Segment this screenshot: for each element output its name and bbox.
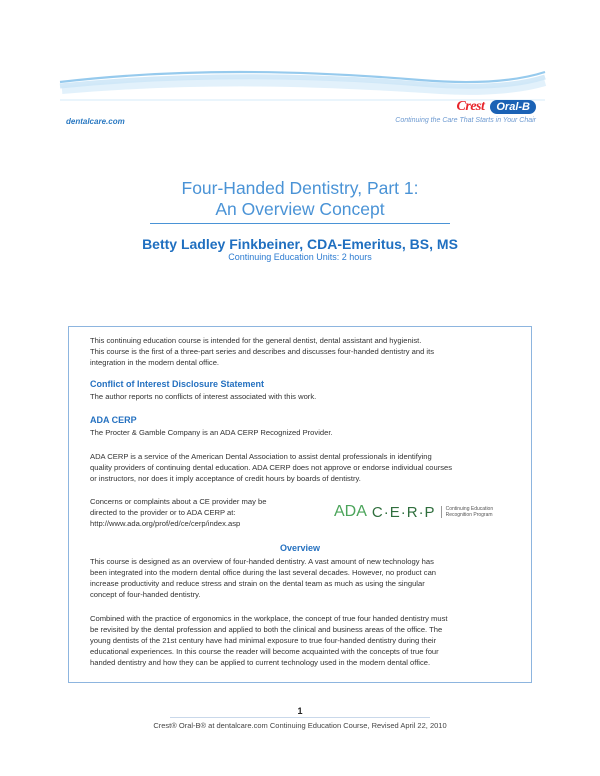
page-number: 1	[297, 706, 303, 716]
ce-units: Continuing Education Units: 2 hours	[228, 252, 372, 262]
footer-divider	[170, 717, 430, 718]
cerp-provider-text: The Procter & Gamble Company is an ADA CERP Recognized Provider.	[90, 428, 333, 437]
crest-logo: Crest	[456, 99, 485, 114]
overview-heading: Overview	[279, 543, 321, 553]
cerp-url-link[interactable]: http://www.ada.org/prof/ed/ce/cerp/index.asp	[90, 519, 241, 528]
overview-p2-line-4: educational experiences. In this course the reader will become acquainted with the concepts of true four	[90, 647, 439, 656]
title-line-2: An Overview Concept	[215, 199, 385, 219]
page-footer: Crest® Oral-B® at dentalcare.com Continuing Education Course, Revised April 22, 2010	[153, 721, 447, 730]
intro-line-1: This continuing education course is intended for the general dentist, dental assistant and hygienist.	[90, 336, 422, 345]
overview-p1-line-4: concept of four-handed dentistry.	[90, 590, 201, 599]
cerp-logo-cerp: C·E·R·P	[371, 503, 436, 521]
title-divider	[150, 223, 450, 224]
overview-p2-line-1: Combined with the practice of ergonomics in the workplace, the concept of true four handed dentistry must	[90, 614, 448, 623]
coi-heading: Conflict of Interest Disclosure Statement	[90, 379, 265, 389]
intro-line-3: integration in the modern dental office.	[90, 358, 220, 367]
overview-p2-line-2: be revisited by the dental profession and applied to both the clinical and business areas of the office. The	[90, 625, 443, 634]
cerp-desc-line-2: quality providers of continuing dental education. ADA CERP does not approve or endorse individual courses	[90, 463, 453, 472]
overview-p1-line-3: increase productivity and reduce stress and strain on the dental team as much as using the singular	[90, 579, 425, 588]
cerp-logo-caption-1: Continuing Education	[445, 506, 494, 512]
cerp-desc-line-3: or instructors, nor does it imply acceptance of credit hours by boards of dentistry.	[90, 474, 361, 483]
brand-tagline: Continuing the Care That Starts in Your Chair	[395, 117, 536, 124]
overview-p2-line-3: young dentists of the 21st century have had minimal exposure to true four-handed dentistry during their	[90, 636, 437, 645]
page-title	[0, 178, 600, 220]
concerns-line-1: Concerns or complaints about a CE provider may be	[90, 497, 267, 506]
overview-p1-line-2: been integrated into the modern dental office during the last several decades. However, no product can	[90, 568, 437, 577]
brand-block	[395, 99, 536, 124]
concerns-line-2: directed to the provider or to ADA CERP at:	[90, 508, 236, 517]
ada-cerp-logo	[334, 503, 493, 521]
intro-line-2: This course is the first of a three-part series and describes and discusses four-handed dentistry and its	[90, 347, 434, 356]
overview-p2-line-5: handed dentistry and how they can be applied to current technology used in the modern dental office.	[90, 658, 431, 667]
cerp-logo-ada: ADA	[334, 503, 367, 520]
cerp-logo-caption	[441, 506, 494, 518]
coi-text: The author reports no conflicts of interest associated with this work.	[90, 392, 317, 401]
cerp-heading: ADA CERP	[90, 415, 137, 425]
author-name: Betty Ladley Finkbeiner, CDA-Emeritus, BS, MS	[142, 236, 458, 252]
overview-p1-line-1: This course is designed as an overview of four-handed dentistry. A vast amount of new technology has	[90, 557, 434, 566]
site-link[interactable]: dentalcare.com	[66, 117, 125, 126]
title-line-1: Four-Handed Dentistry, Part 1:	[181, 178, 419, 198]
oralb-logo: Oral-B	[490, 100, 536, 114]
cerp-desc-line-1: ADA CERP is a service of the American Dental Association to assist dental professionals in identifying	[90, 452, 432, 461]
cerp-logo-caption-2: Recognition Program	[445, 512, 493, 518]
